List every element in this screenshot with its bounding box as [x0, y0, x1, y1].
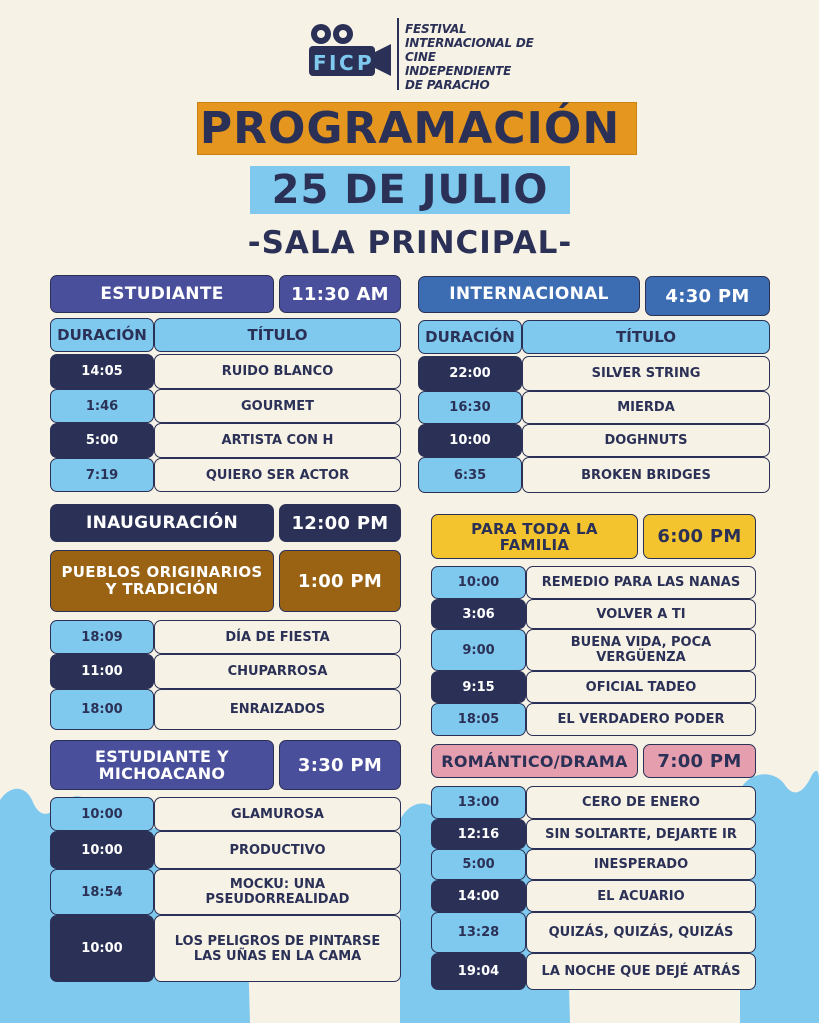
film-title: MOCKU: UNA PSEUDORREALIDAD	[154, 869, 401, 915]
block-familia-time: 6:00 PM	[643, 514, 756, 559]
film-duration: 14:05	[50, 354, 154, 389]
film-title: GOURMET	[154, 389, 401, 423]
film-title: DÍA DE FIESTA	[154, 620, 401, 654]
film-duration: 7:19	[50, 458, 154, 492]
festival-name-line: DE PARACHO	[405, 78, 490, 92]
film-title: OFICIAL TADEO	[526, 671, 756, 703]
film-title: REMEDIO PARA LAS NANAS	[526, 566, 756, 599]
film-duration: 14:00	[431, 880, 526, 912]
venue-title: -SALA PRINCIPAL-	[247, 225, 573, 261]
title-header: TÍTULO	[154, 318, 401, 352]
logo-letter: C	[339, 51, 354, 75]
film-duration: 13:28	[431, 912, 526, 953]
film-duration: 1:46	[50, 389, 154, 423]
film-title: EL ACUARIO	[526, 880, 756, 912]
film-title: PRODUCTIVO	[154, 831, 401, 869]
film-duration: 10:00	[50, 831, 154, 869]
film-title: GLAMUROSA	[154, 797, 401, 831]
film-title: BROKEN BRIDGES	[522, 457, 770, 493]
film-duration: 9:00	[431, 629, 526, 671]
film-title: EL VERDADERO PODER	[526, 703, 756, 736]
film-title: INESPERADO	[526, 849, 756, 880]
film-duration: 10:00	[418, 424, 522, 457]
block-inauguracion-name: INAUGURACIÓN	[50, 504, 274, 542]
logo-divider	[397, 18, 399, 90]
film-duration: 18:05	[431, 703, 526, 736]
film-duration: 12:16	[431, 819, 526, 849]
film-duration: 22:00	[418, 356, 522, 391]
film-duration: 18:09	[50, 620, 154, 654]
duration-header: DURACIÓN	[50, 318, 154, 352]
block-romantico-time: 7:00 PM	[643, 744, 756, 778]
film-duration: 18:54	[50, 869, 154, 915]
program-date: 25 DE JULIO	[271, 167, 549, 213]
film-title: CERO DE ENERO	[526, 786, 756, 819]
page-title: PROGRAMACIÓN	[199, 103, 621, 154]
title-header: TÍTULO	[522, 320, 770, 354]
block-internacional-time: 4:30 PM	[645, 276, 770, 316]
film-title: QUIZÁS, QUIZÁS, QUIZÁS	[526, 912, 756, 953]
block-pueblos-name: PUEBLOS ORIGINARIOS Y TRADICIÓN	[50, 550, 274, 612]
block-michoacano-name: ESTUDIANTE Y MICHOACANO	[50, 740, 274, 790]
film-title: RUIDO BLANCO	[154, 354, 401, 389]
film-duration: 10:00	[50, 915, 154, 982]
film-title: ARTISTA CON H	[154, 423, 401, 458]
film-title: CHUPARROSA	[154, 654, 401, 689]
film-duration: 3:06	[431, 599, 526, 629]
block-estudiante-time: 11:30 AM	[279, 275, 401, 313]
film-title: VOLVER A TI	[526, 599, 756, 629]
film-title: QUIERO SER ACTOR	[154, 458, 401, 492]
film-title: ENRAIZADOS	[154, 689, 401, 730]
film-title: MIERDA	[522, 391, 770, 424]
logo-letter: I	[329, 51, 337, 75]
film-duration: 11:00	[50, 654, 154, 689]
block-romantico-name: ROMÁNTICO/DRAMA	[431, 744, 638, 778]
block-inauguracion-time: 12:00 PM	[279, 504, 401, 542]
festival-name-line: FESTIVAL	[405, 22, 467, 36]
block-michoacano-time: 3:30 PM	[279, 740, 401, 790]
film-duration: 10:00	[50, 797, 154, 831]
block-internacional-name: INTERNACIONAL	[418, 276, 640, 313]
film-duration: 18:00	[50, 689, 154, 730]
film-duration: 16:30	[418, 391, 522, 424]
block-pueblos-time: 1:00 PM	[279, 550, 401, 612]
duration-header: DURACIÓN	[418, 320, 522, 354]
festival-name-line: CINE INDEPENDIENTE	[405, 50, 512, 78]
film-duration: 9:15	[431, 671, 526, 703]
logo-letter: F	[313, 51, 327, 75]
logo-letter: P	[357, 51, 372, 75]
film-title: LOS PELIGROS DE PINTARSE LAS UÑAS EN LA CAMA	[154, 915, 401, 982]
film-title: SILVER STRING	[522, 356, 770, 391]
film-duration: 5:00	[431, 849, 526, 880]
film-title: LA NOCHE QUE DEJÉ ATRÁS	[526, 953, 756, 990]
film-duration: 10:00	[431, 566, 526, 599]
block-estudiante-name: ESTUDIANTE	[50, 275, 274, 313]
film-title: BUENA VIDA, POCA VERGÜENZA	[526, 629, 756, 671]
film-duration: 19:04	[431, 953, 526, 990]
film-camera-logo-icon	[305, 20, 393, 82]
film-title: DOGHNUTS	[522, 424, 770, 457]
block-familia-name: PARA TODA LA FAMILIA	[431, 514, 638, 559]
film-title: SIN SOLTARTE, DEJARTE IR	[526, 819, 756, 849]
film-duration: 6:35	[418, 457, 522, 493]
film-duration: 13:00	[431, 786, 526, 819]
festival-name-line: INTERNACIONAL DE	[405, 36, 534, 50]
film-duration: 5:00	[50, 423, 154, 458]
festival-name	[405, 22, 545, 92]
